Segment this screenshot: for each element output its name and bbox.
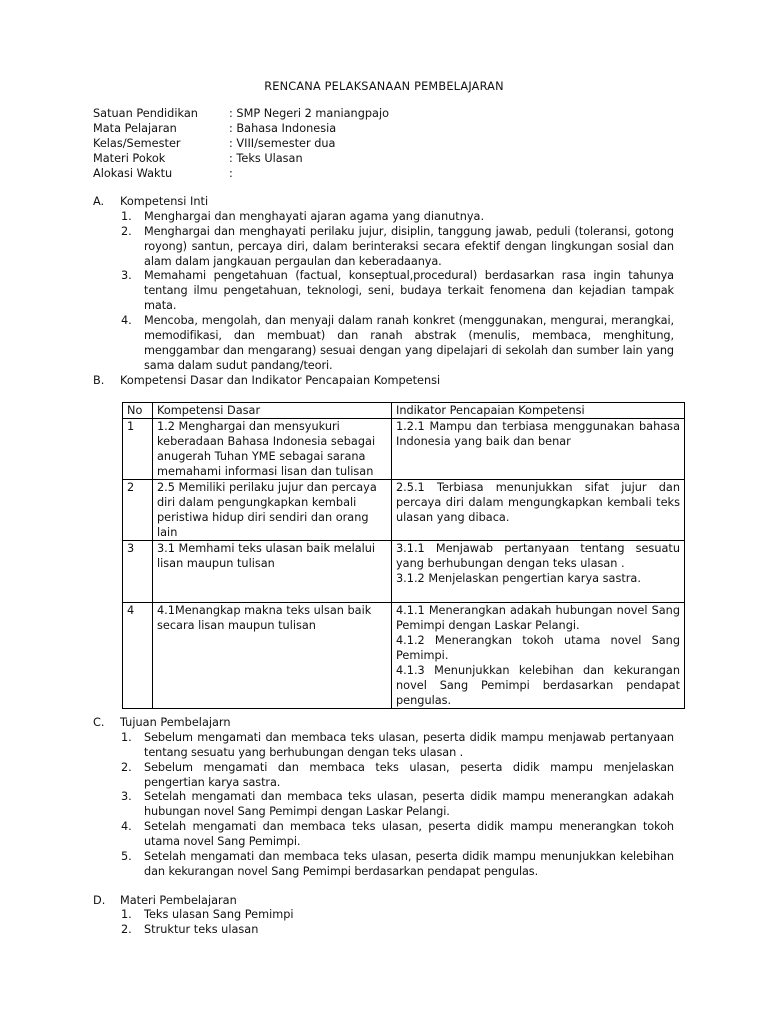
indicator-text: 3.1.1 Menjawab pertanyaan tentang sesuatu yang berhubungan dengan teks ulasan . <box>396 542 680 570</box>
list-item-text: Setelah mengamati dan membaca teks ulasan, peserta didik mampu menerangkan tokoh utama novel Sang Pemimpi. <box>144 820 674 848</box>
table-cell-kd: 1.2 Menghargai dan mensyukuri keberadaan Bahasa Indonesia sebagai anugerah Tuhan YME sebagai sarana memahami informasi lisan dan tulisan <box>153 419 392 480</box>
table-cell-kd: 3.1 Memhami teks ulasan baik melalui lisan maupun tulisan <box>153 541 392 603</box>
list-item-number: 4. <box>121 820 132 833</box>
list-item-text: Mencoba, mengolah, dan menyaji dalam ranah konkret (menggunakan, mengurai, merangkai, memodifikasi, dan membuat) dan ranah abstrak (menulis, membaca, menghitung, menggambar dan mengarang) sesuai dengan yang dipelajari di sekolah dan sumber lain yang sama dalam sudut pandang/teori. <box>144 314 674 372</box>
list-item-text: Struktur teks ulasan <box>144 923 259 936</box>
list-item-text: Sebelum mengamati dan membaca teks ulasan, peserta didik mampu menjelaskan pengertian karya sastra. <box>144 761 674 789</box>
indicator-text: 4.1.2 Menerangkan tokoh utama novel Sang Pemimpi. <box>396 634 680 662</box>
list-item-number: 1. <box>121 908 132 921</box>
identity-value: : Bahasa Indonesia <box>229 122 337 135</box>
identity-label: Satuan Pendidikan <box>93 107 198 120</box>
section-title: Materi Pembelajaran <box>120 894 237 907</box>
indicator-text: 4.1.1 Menerangkan adakah hubungan novel Sang Pemimpi dengan Laskar Pelangi. <box>396 604 680 632</box>
table-cell-no: 4 <box>123 603 153 709</box>
table-header-indikator: Indikator Pencapaian Kompetensi <box>392 403 685 419</box>
identity-label: Kelas/Semester <box>93 137 181 150</box>
list-item-text: Setelah mengamati dan membaca teks ulasan, peserta didik mampu menunjukkan kelebihan dan kekurangan novel Sang Pemimpi berdasarkan pendapat pengulas. <box>144 850 674 878</box>
list-item-text: Sebelum mengamati dan membaca teks ulasan, peserta didik mampu menjawab pertanyaan tentang sesuatu yang berhubungan dengan teks ulasan . <box>144 731 674 759</box>
indicator-text: 3.1.2 Menjelaskan pengertian karya sastra. <box>396 572 641 585</box>
section-letter: C. <box>93 716 105 729</box>
table-cell-no: 2 <box>123 480 153 541</box>
section-title: Kompetensi Dasar dan Indikator Pencapaian Kompetensi <box>120 374 441 387</box>
section-letter: A. <box>93 195 105 208</box>
section-letter: D. <box>93 894 106 907</box>
table-cell-no: 3 <box>123 541 153 603</box>
table-cell-kd: 4.1Menangkap makna teks ulsan baik secara lisan maupun tulisan <box>153 603 392 709</box>
table-cell-kd: 2.5 Memiliki perilaku jujur dan percaya diri dalam pengungkapkan kembali peristiwa hidup diri sendiri dan orang lain <box>153 480 392 541</box>
table-row <box>123 480 685 541</box>
table-cell-indicators <box>392 419 685 480</box>
list-item-text: Menghargai dan menghayati perilaku jujur, disiplin, tanggung jawab, peduli (toleransi, gotong royong) santun, percaya diri, dalam berinteraksi secara efektif dengan lingkungan sosial dan alam dalam jangkauan pergaulan dan keberadaanya. <box>144 225 674 268</box>
list-item-number: 2. <box>121 923 132 936</box>
identity-label: Materi Pokok <box>93 152 166 165</box>
list-item-number: 2. <box>121 761 132 774</box>
list-item-text: Setelah mengamati dan membaca teks ulasan, peserta didik mampu menerangkan adakah hubungan novel Sang Pemimpi dengan Laskar Pelangi. <box>144 790 674 818</box>
list-item-text: Memahami pengetahuan (factual, konseptual,procedural) berdasarkan rasa ingin tahunya tentang ilmu pengetahuan, teknologi, seni, budaya terkait fenomena dan kejadian tampak mata. <box>144 269 674 312</box>
table-header-row <box>123 403 685 419</box>
list-item-number: 4. <box>121 314 132 327</box>
table-cell-indicators <box>392 480 685 541</box>
section-title: Tujuan Pembelajarn <box>120 716 231 729</box>
section-letter: B. <box>93 374 105 387</box>
identity-value: : <box>229 167 233 180</box>
identity-value: : Teks Ulasan <box>229 152 303 165</box>
table-row <box>123 541 685 603</box>
indicator-text: 2.5.1 Terbiasa menunjukkan sifat jujur dan percaya diri dalam mengungkapkan kembali teks ulasan yang dibaca. <box>396 481 680 524</box>
list-item-number: 1. <box>121 210 132 223</box>
indicator-text: 1.2.1 Mampu dan terbiasa menggunakan bahasa Indonesia yang baik dan benar <box>396 420 680 448</box>
list-item-number: 3. <box>121 790 132 803</box>
list-item-number: 2. <box>121 225 132 238</box>
section-title: Kompetensi Inti <box>120 195 209 208</box>
identity-label: Alokasi Waktu <box>93 167 173 180</box>
identity-label: Mata Pelajaran <box>93 122 177 135</box>
indicator-text: 4.1.3 Menunjukkan kelebihan dan kekurangan novel Sang Pemimpi berdasarkan pendapat pengulas. <box>396 664 680 707</box>
list-item-number: 3. <box>121 269 132 282</box>
list-item-text: Menghargai dan menghayati ajaran agama yang dianutnya. <box>144 210 485 223</box>
table-header-kompetensi-dasar: Kompetensi Dasar <box>153 403 392 419</box>
table-cell-indicators <box>392 541 685 603</box>
table-cell-indicators <box>392 603 685 709</box>
competency-table <box>122 402 685 709</box>
table-cell-no: 1 <box>123 419 153 480</box>
table-row <box>123 419 685 480</box>
table-row <box>123 603 685 709</box>
identity-value: : VIII/semester dua <box>229 137 336 150</box>
identity-value: : SMP Negeri 2 maniangpajo <box>229 107 390 120</box>
list-item-number: 1. <box>121 731 132 744</box>
list-item-text: Teks ulasan Sang Pemimpi <box>144 908 294 921</box>
table-header-no: No <box>123 403 153 419</box>
list-item-number: 5. <box>121 850 132 863</box>
document-title: RENCANA PELAKSANAAN PEMBELAJARAN <box>264 80 504 93</box>
